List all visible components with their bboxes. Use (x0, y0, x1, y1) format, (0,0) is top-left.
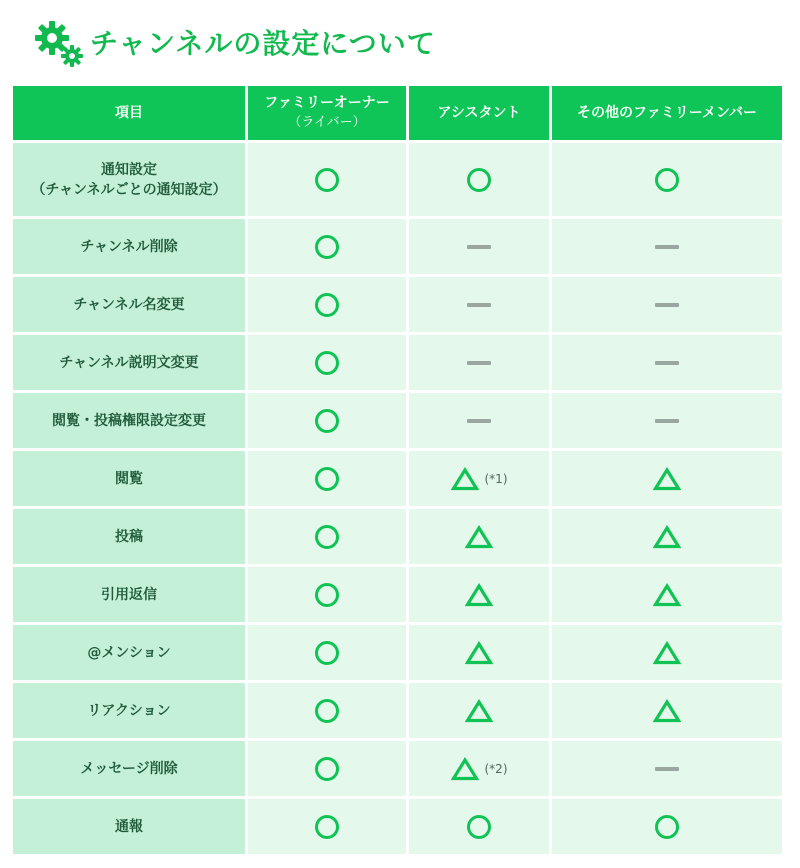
circle-icon (315, 409, 339, 433)
permission-cell (409, 335, 549, 390)
row-label-cell (13, 277, 245, 332)
row-sublabel: （チャンネルごとの通知設定） (31, 181, 227, 198)
permission-cell (248, 143, 406, 216)
dash-icon (655, 767, 679, 771)
permission-cell (409, 277, 549, 332)
permission-cell (248, 393, 406, 448)
permission-cell (552, 451, 782, 506)
column-header-assistant (409, 86, 549, 140)
row-label: @メンション (87, 644, 171, 661)
row-label: 引用返信 (101, 586, 157, 603)
dash-icon (467, 361, 491, 365)
circle-icon (315, 583, 339, 607)
permission-cell (248, 625, 406, 680)
circle-icon (315, 235, 339, 259)
permission-cell (409, 567, 549, 622)
dash-icon (655, 245, 679, 249)
table-row (13, 741, 785, 796)
row-label: チャンネル説明文変更 (59, 354, 199, 371)
permission-cell (552, 143, 782, 216)
table-row (13, 451, 785, 506)
permission-cell (248, 219, 406, 274)
dash-icon (655, 303, 679, 307)
permission-cell (552, 799, 782, 854)
table-row (13, 509, 785, 564)
triangle-icon (451, 467, 479, 491)
permission-cell (409, 509, 549, 564)
permission-cell (248, 799, 406, 854)
row-label: 閲覧・投稿権限設定変更 (52, 412, 206, 429)
row-label: リアクション (87, 702, 171, 719)
row-label-cell (13, 451, 245, 506)
table-row (13, 393, 785, 448)
triangle-icon (653, 583, 681, 607)
row-label: メッセージ削除 (80, 760, 178, 777)
circle-icon (315, 467, 339, 491)
permission-cell (409, 451, 549, 506)
column-header-label: その他のファミリーメンバー (576, 105, 758, 121)
circle-icon (315, 699, 339, 723)
circle-icon (315, 525, 339, 549)
dash-icon (467, 303, 491, 307)
table-row (13, 799, 785, 854)
permission-cell (552, 567, 782, 622)
permission-cell (248, 741, 406, 796)
column-header-owner (248, 86, 406, 140)
table-row (13, 219, 785, 274)
permission-cell (409, 799, 549, 854)
row-label: 閲覧 (115, 470, 143, 487)
circle-icon (315, 757, 339, 781)
triangle-icon (451, 757, 479, 781)
triangle-icon (465, 641, 493, 665)
triangle-icon (465, 699, 493, 723)
dash-icon (655, 419, 679, 423)
column-header-other-members (552, 86, 782, 140)
header (32, 14, 436, 74)
row-label: チャンネル削除 (80, 238, 178, 255)
circle-icon (467, 815, 491, 839)
circle-icon (467, 168, 491, 192)
row-label: 通知設定 (100, 161, 157, 178)
circle-icon (315, 293, 339, 317)
row-label-cell (13, 741, 245, 796)
table-row (13, 143, 785, 216)
dash-icon (467, 419, 491, 423)
table-row (13, 683, 785, 738)
table-row (13, 625, 785, 680)
permission-cell (248, 509, 406, 564)
dash-icon (467, 245, 491, 249)
permission-cell (409, 219, 549, 274)
dash-icon (655, 361, 679, 365)
column-header-sublabel: （ライバー） (288, 115, 366, 130)
permission-cell (248, 567, 406, 622)
circle-icon (315, 815, 339, 839)
row-label-cell (13, 143, 245, 216)
triangle-icon (465, 583, 493, 607)
row-label-cell (13, 393, 245, 448)
row-label-cell (13, 219, 245, 274)
permission-cell (552, 509, 782, 564)
permission-cell (248, 335, 406, 390)
permission-cell (552, 625, 782, 680)
table-row (13, 277, 785, 332)
row-label-cell (13, 799, 245, 854)
column-header-item (13, 86, 245, 140)
permission-cell (552, 219, 782, 274)
footnote-ref: (*1) (484, 471, 508, 486)
row-label-cell (13, 683, 245, 738)
triangle-icon (653, 641, 681, 665)
table-row (13, 335, 785, 390)
permission-cell (409, 741, 549, 796)
footnote-ref: (*2) (484, 761, 508, 776)
permission-cell (409, 625, 549, 680)
page-title: チャンネルの設定について (90, 27, 436, 60)
permission-cell (248, 451, 406, 506)
triangle-icon (653, 525, 681, 549)
permission-cell (552, 277, 782, 332)
row-label-cell (13, 625, 245, 680)
row-label-cell (13, 567, 245, 622)
row-label: チャンネル名変更 (73, 296, 185, 313)
triangle-icon (465, 525, 493, 549)
permissions-table (13, 86, 785, 857)
permission-cell (248, 277, 406, 332)
row-label: 通報 (115, 818, 143, 835)
permission-cell (552, 393, 782, 448)
gears-icon (32, 18, 84, 70)
permission-cell (409, 393, 549, 448)
row-label: 投稿 (115, 528, 143, 545)
permission-cell (552, 741, 782, 796)
row-label-cell (13, 335, 245, 390)
circle-icon (315, 168, 339, 192)
permission-cell (552, 335, 782, 390)
table-row (13, 567, 785, 622)
column-header-label: アシスタント (437, 105, 521, 121)
column-header-label: 項目 (115, 105, 143, 121)
row-label-cell (13, 509, 245, 564)
circle-icon (315, 641, 339, 665)
permission-cell (552, 683, 782, 738)
table-header (13, 86, 785, 140)
circle-icon (655, 815, 679, 839)
circle-icon (655, 168, 679, 192)
permission-cell (409, 683, 549, 738)
column-header-label: ファミリーオーナー (264, 95, 390, 111)
triangle-icon (653, 699, 681, 723)
circle-icon (315, 351, 339, 375)
triangle-icon (653, 467, 681, 491)
permission-cell (409, 143, 549, 216)
permission-cell (248, 683, 406, 738)
